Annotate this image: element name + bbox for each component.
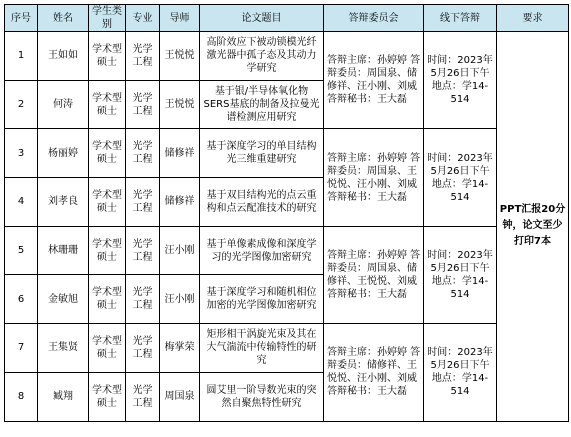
header-category: 学生类别 — [89, 5, 126, 32]
cell-category: 学术型硕士 — [89, 275, 126, 324]
header-title: 论文题目 — [200, 5, 324, 32]
cell-index: 5 — [5, 226, 38, 275]
cell-index: 1 — [5, 32, 38, 81]
cell-advisor: 梅掌荣 — [160, 324, 200, 373]
header-name: 姓名 — [38, 5, 89, 32]
cell-offline: 时间：2023年5月26日下午 地点：学14-514 — [424, 324, 497, 421]
cell-index: 3 — [5, 129, 38, 178]
cell-advisor: 储修祥 — [160, 178, 200, 227]
cell-name: 刘孝良 — [38, 178, 89, 227]
cell-committee: 答辩主席：孙婷婷 答辩委员：周国泉、王悦悦、汪小刚、刘威 答辩秘书：王大磊 — [324, 129, 424, 226]
cell-major: 光学工程 — [126, 129, 160, 178]
cell-major: 光学工程 — [126, 324, 160, 373]
header-row — [5, 5, 569, 32]
cell-index: 2 — [5, 80, 38, 129]
cell-advisor: 王悦悦 — [160, 80, 200, 129]
cell-offline: 时间：2023年5月26日下午 地点：学14-514 — [424, 226, 497, 323]
cell-category: 学术型硕士 — [89, 80, 126, 129]
cell-offline: 时间：2023年5月26日下午 地点：学14-514 — [424, 129, 497, 226]
header-committee: 答辩委员会 — [324, 5, 424, 32]
table-row — [5, 226, 569, 275]
cell-title: 高阶效应下被动锁模光纤激光器中孤子态及其动力学研究 — [200, 32, 324, 81]
cell-major: 光学工程 — [126, 372, 160, 421]
cell-name: 金敏旭 — [38, 275, 89, 324]
cell-committee: 答辩主席：孙婷婷 答辩委员：周国泉、储修祥、王悦悦、刘威 答辩秘书：王大磊 — [324, 226, 424, 323]
cell-requirement: PPT汇报20分钟，论文至少打印7本 — [497, 32, 569, 422]
header-advisor: 导师 — [160, 5, 200, 32]
cell-committee: 答辩主席：孙婷婷 答辩委员：储修祥、王悦悦、汪小刚、刘威 答辩秘书：王大磊 — [324, 324, 424, 421]
cell-name: 杨丽婷 — [38, 129, 89, 178]
cell-index: 8 — [5, 372, 38, 421]
cell-index: 6 — [5, 275, 38, 324]
cell-title: 基于深度学习的单目结构光三维重建研究 — [200, 129, 324, 178]
cell-name: 王如如 — [38, 32, 89, 81]
header-major: 专业 — [126, 5, 160, 32]
table-row — [5, 129, 569, 178]
cell-title: 基于深度学习和随机相位加密的光学图像加密研究 — [200, 275, 324, 324]
header-requirement: 要求 — [497, 5, 569, 32]
cell-category: 学术型硕士 — [89, 372, 126, 421]
cell-title: 圆艾里一阶导数光束的突然自聚焦特性研究 — [200, 372, 324, 421]
cell-name: 臧翔 — [38, 372, 89, 421]
cell-advisor: 储修祥 — [160, 129, 200, 178]
table-row — [5, 324, 569, 373]
cell-index: 4 — [5, 178, 38, 227]
cell-name: 王集贤 — [38, 324, 89, 373]
cell-category: 学术型硕士 — [89, 32, 126, 81]
cell-major: 光学工程 — [126, 80, 160, 129]
cell-major: 光学工程 — [126, 226, 160, 275]
cell-advisor: 周国泉 — [160, 372, 200, 421]
cell-category: 学术型硕士 — [89, 324, 126, 373]
cell-major: 光学工程 — [126, 275, 160, 324]
cell-advisor: 王悦悦 — [160, 32, 200, 81]
cell-offline: 时间：2023年5月26日下午 地点：学14-514 — [424, 32, 497, 129]
cell-title: 基于银/半导体氧化物SERS基底的制备及拉曼光谱检测应用研究 — [200, 80, 324, 129]
cell-committee: 答辩主席：孙婷婷 答辩委员：周国泉、储修祥、汪小刚、刘威 答辩秘书：王大磊 — [324, 32, 424, 129]
cell-title: 基于双目结构光的点云重构和点云配准技术的研究 — [200, 178, 324, 227]
cell-name: 何涛 — [38, 80, 89, 129]
cell-advisor: 汪小刚 — [160, 275, 200, 324]
header-offline: 线下答辩 — [424, 5, 497, 32]
cell-index: 7 — [5, 324, 38, 373]
defense-schedule-table — [4, 4, 569, 422]
cell-major: 光学工程 — [126, 32, 160, 81]
cell-category: 学术型硕士 — [89, 129, 126, 178]
cell-category: 学术型硕士 — [89, 226, 126, 275]
cell-name: 林珊珊 — [38, 226, 89, 275]
cell-advisor: 汪小刚 — [160, 226, 200, 275]
header-index: 序号 — [5, 5, 38, 32]
table-row — [5, 32, 569, 81]
cell-title: 基于单像素成像和深度学习的光学图像加密研究 — [200, 226, 324, 275]
cell-category: 学术型硕士 — [89, 178, 126, 227]
cell-major: 光学工程 — [126, 178, 160, 227]
cell-title: 矩形相干涡旋光束及其在大气湍流中传输特性的研究 — [200, 324, 324, 373]
